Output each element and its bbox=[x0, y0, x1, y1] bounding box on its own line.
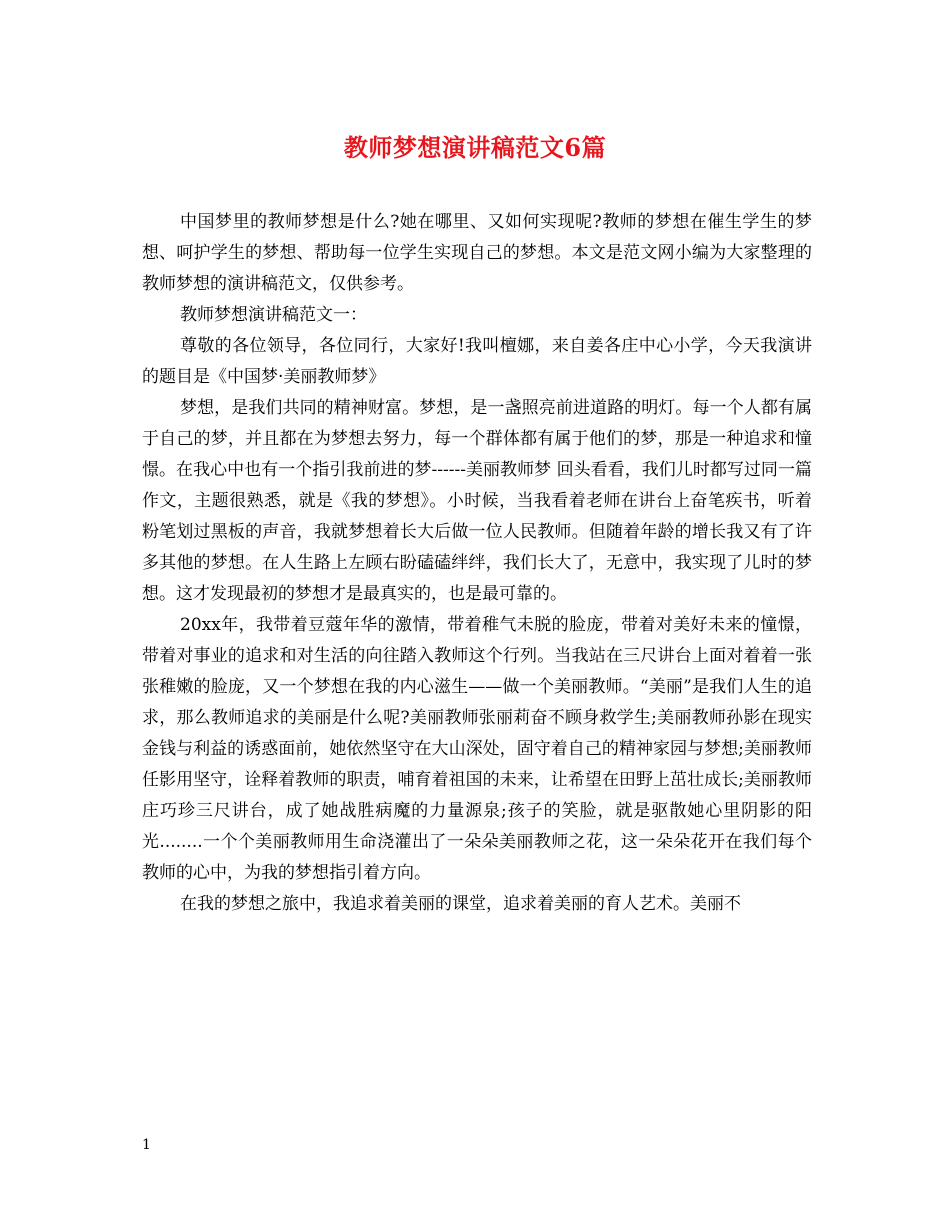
paragraph-greeting: 尊敬的各位领导，各位同行，大家好!我叫檀娜，来自姜各庄中心小学，今天我演讲的题目是《中国梦·美丽教师梦》 bbox=[142, 336, 812, 387]
document-title: 教师梦想演讲稿范文6篇 bbox=[343, 133, 607, 162]
paragraph-beautiful-teacher: 20xx年，我带着豆蔻年华的激情，带着稚气未脱的脸庞，带着对美好未来的憧憬，带着对事业的追求和对生活的向往踏入教师这个行列。当我站在三尺讲台上面对着着一张张稚嫩的脸庞，又一个梦想在我的内心滋生——做一个美丽教师。“美丽”是我们人生的追求，那么教师追求的美丽是什么呢?美丽教师张丽莉奋不顾身救学生;美丽教师孙影在现实金钱与利益的诱惑面前，她依然坚守在大山深处，固守着自己的精神家园与梦想;美丽教师任影用坚守，诠释着教师的职责，哺育着祖国的未来，让希望在田野上茁壮成长;美丽教师庄巧珍三尺讲台，成了她战胜病魔的力量源泉;孩子的笑脸，就是驱散她心里阴影的阳光........一个个美丽教师用生命浇灌出了一朵朵美丽教师之花，这一朵朵花开在我们每个教师的心中，为我的梦想指引着方向。 bbox=[142, 615, 812, 883]
document-body bbox=[142, 207, 812, 920]
paragraph-journey: 在我的梦想之旅中，我追求着美丽的课堂，追求着美丽的育人艺术。美丽不 bbox=[180, 894, 741, 914]
paragraph-heading-sample-one: 教师梦想演讲稿范文一： bbox=[180, 305, 367, 325]
page-number: 1 bbox=[142, 1137, 151, 1153]
paragraph-intro: 中国梦里的教师梦想是什么?她在哪里、又如何实现呢?教师的梦想在催生学生的梦想、呵护学生的梦想、帮助每一位学生实现自己的梦想。本文是范文网小编为大家整理的教师梦想的演讲稿范文，仅供参考。 bbox=[142, 212, 812, 294]
paragraph-dream: 梦想，是我们共同的精神财富。梦想，是一盏照亮前进道路的明灯。每一个人都有属于自己的梦，并且都在为梦想去努力，每一个群体都有属于他们的梦，那是一种追求和憧憬。在我心中也有一个指引我前进的梦------美丽教师梦 回头看看，我们儿时都写过同一篇作文，主题很熟悉，就是《我的梦想》。小时候，当我看着老师在讲台上奋笔疾书，听着粉笔划过黑板的声音，我就梦想着长大后做一位人民教师。但随着年龄的增长我又有了许多其他的梦想。在人生路上左顾右盼磕磕绊绊，我们长大了，无意中，我实现了儿时的梦想。这才发现最初的梦想才是最真实的，也是最可靠的。 bbox=[142, 398, 812, 604]
